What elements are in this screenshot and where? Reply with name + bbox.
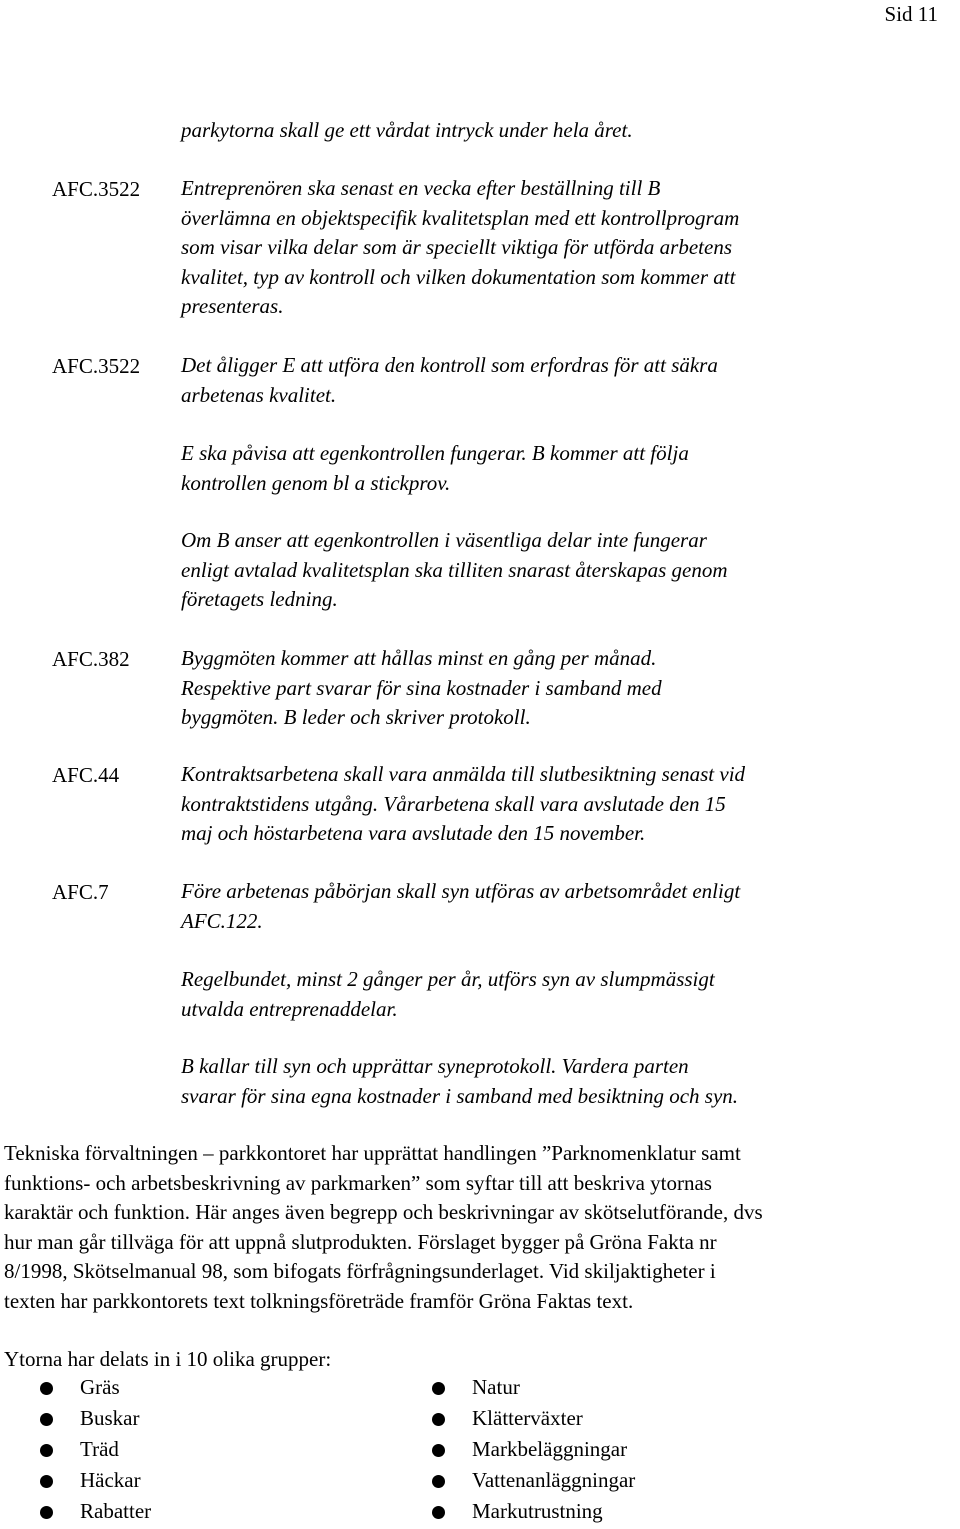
bullet-icon [40,1382,53,1395]
text-line: Det åligger E att utföra den kontroll som erfordras för att säkra [181,353,718,377]
text-line: presenteras. [181,294,284,318]
text-line: hur man går tillväga för att uppnå slutprodukten. Förslaget bygger på Gröna Fakta nr [4,1229,717,1254]
bullet-icon [432,1475,445,1488]
afc-paragraph-kvalitetsplan-brist [181,526,921,615]
groups-list-left [40,1372,151,1527]
groups-list-right [432,1372,635,1527]
bullet-icon [432,1506,445,1519]
list-item: Klätterväxter [432,1403,635,1434]
list-item: Markbeläggningar [432,1434,635,1465]
text-line: kontraktstidens utgång. Vårarbetena skall vara avslutade den 15 [181,791,726,816]
text-line: enligt avtalad kvalitetsplan ska tilliten snarast återskapas genom [181,557,728,582]
afc-paragraph-continuation [181,116,921,146]
text-line: 8/1998, Skötselmanual 98, som bifogats förfrågningsunderlaget. Vid skiljaktigheter i [4,1259,716,1284]
list-item: Häckar [40,1465,151,1496]
text-line: texten har parkkontorets text tolkningsföreträde framför Gröna Faktas text. [4,1288,634,1313]
afc-paragraph-regelbundet [181,965,921,1024]
text-line: Respektive part svarar för sina kostnader i samband med [181,675,662,700]
text-line: överlämna en objektspecifik kvalitetsplan med ett kontrollprogram [181,205,740,230]
list-item: Rabatter [40,1496,151,1527]
text-line: Entreprenören ska senast en vecka efter beställning till B [181,176,661,200]
text-line: E ska påvisa att egenkontrollen fungerar. B kommer att följa [181,441,689,465]
list-item: Natur [432,1372,635,1403]
groups-intro: Ytorna har delats in i 10 olika grupper: [4,1347,332,1371]
text-line: Byggmöten kommer att hållas minst en gång per månad. [181,646,657,670]
text-line: utvalda entreprenaddelar. [181,996,398,1021]
text-line: företagets ledning. [181,587,338,611]
list-item: Vattenanläggningar [432,1465,635,1496]
text-line: Tekniska förvaltningen – parkkontoret har upprättat handlingen ”Parknomenklatur samt [4,1141,741,1165]
list-item: Buskar [40,1403,151,1434]
bullet-icon [40,1444,53,1457]
text-line: AFC.122. [181,908,263,933]
text-line: arbetenas kvalitet. [181,382,337,407]
text-line: som visar vilka delar som är speciellt viktiga för utförda arbetens [181,235,732,259]
text-line: Kontraktsarbetena skall vara anmälda till slutbesiktning senast vid [181,762,746,786]
body-paragraph-parknomenklatur [4,1139,944,1317]
afc-paragraph-syn [181,877,921,936]
afc-paragraph-slutbesiktning [181,760,921,849]
afc-paragraph-kvalitetsplan [181,174,921,322]
afc-paragraph-syneprotokoll [181,1052,921,1111]
text-line: svarar för sina egna kostnader i samband med besiktning och syn. [181,1083,739,1108]
text-line: Före arbetenas påbörjan skall syn utföras av arbetsområdet enligt [181,879,741,903]
list-item: Gräs [40,1372,151,1403]
afc-code-label: AFC.7 [52,880,109,904]
afc-code-label: AFC.3522 [52,177,141,201]
list-item: Markutrustning [432,1496,635,1527]
afc-code-label: AFC.382 [52,647,130,671]
bullet-icon [432,1413,445,1426]
afc-code-label: AFC.44 [52,763,120,787]
text-line: B kallar till syn och upprättar syneprotokoll. Vardera parten [181,1054,689,1078]
text-line: Om B anser att egenkontrollen i väsentliga delar inte fungerar [181,528,707,552]
text-line: kvalitet, typ av kontroll och vilken dokumentation som kommer att [181,264,736,289]
text-line: Regelbundet, minst 2 gånger per år, utförs syn av slumpmässigt [181,967,715,991]
text-line: maj och höstarbetena vara avslutade den 15 november. [181,821,646,845]
afc-paragraph-egenkontroll [181,439,921,498]
text-line: funktions- och arbetsbeskrivning av parkmarken” som syftar till att beskriva ytornas [4,1170,712,1195]
text-line: byggmöten. B leder och skriver protokoll. [181,705,531,729]
text-line: karaktär och funktion. Här anges även begrepp och beskrivningar av skötselutförande, dvs [4,1200,763,1225]
page-number: Sid 11 [884,2,938,26]
text-line: kontrollen genom bl a stickprov. [181,470,451,495]
afc-paragraph-kontroll [181,351,921,410]
bullet-icon [432,1382,445,1395]
afc-paragraph-byggmoten [181,644,921,733]
afc-code-label: AFC.3522 [52,354,141,378]
bullet-icon [40,1506,53,1519]
list-item: Träd [40,1434,151,1465]
bullet-icon [432,1444,445,1457]
bullet-icon [40,1413,53,1426]
text-line: parkytorna skall ge ett vårdat intryck under hela året. [181,118,633,142]
bullet-icon [40,1475,53,1488]
